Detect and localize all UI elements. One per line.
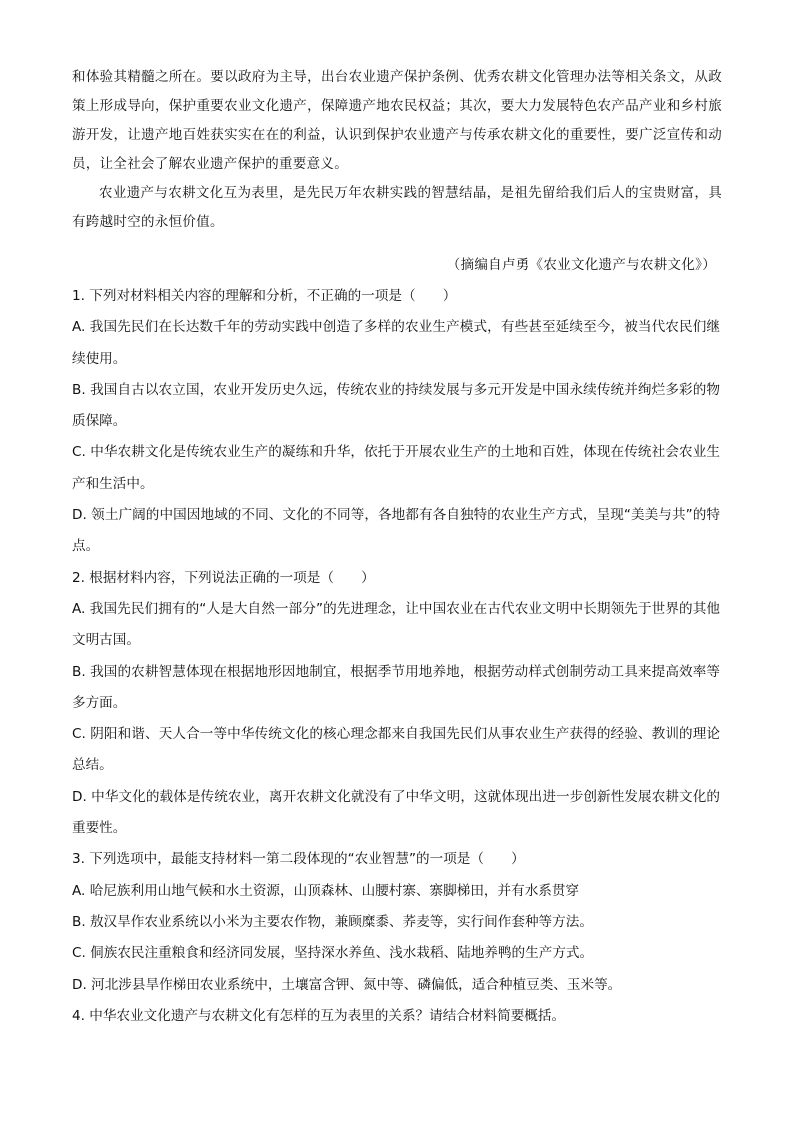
option-c: C. 侗族农民注重粮食和经济同发展，坚持深水养鱼、浅水栽稻、陆地养鸭的生产方式。: [72, 945, 594, 962]
question-stem: 2. 根据材料内容，下列说法正确的一项是（ ）: [72, 569, 375, 586]
question-1: [72, 281, 720, 563]
option-a: A. 我国先民们拥有的“人是大自然一部分”的先进理念，让中国农业在古代农业文明中长期领先于世界的其他文明古国。: [72, 600, 720, 649]
reading-passage: [72, 63, 722, 237]
option-d: D. 河北涉县旱作梯田农业系统中，土壤富含钾、氮中等、磷偏低，适合种植豆类、玉米等。: [72, 976, 622, 993]
question-stem: 3. 下列选项中，最能支持材料一第二段体现的“农业智慧”的一项是（ ）: [72, 851, 525, 868]
question-list: [72, 281, 720, 1032]
question-3: [72, 844, 720, 1000]
passage-source: （摘编自卢勇《农业文化遗产与农耕文化》）: [446, 257, 716, 273]
passage-paragraph: 农业遗产与农耕文化互为表里，是先民万年农耕实践的智慧结晶，是祖先留给我们后人的宝贵财富，具有跨越时空的永恒价值。: [72, 185, 722, 230]
option-a: A. 我国先民们在长达数千年的劳动实践中创造了多样的农业生产模式，有些甚至延续至今，被当代农民们继续使用。: [72, 319, 720, 367]
question-stem: 4. 中华农业文化遗产与农耕文化有怎样的互为表里的关系？请结合材料简要概括。: [72, 1007, 566, 1024]
question-stem: 1. 下列对材料相关内容的理解和分析，不正确的一项是（ ）: [72, 288, 457, 304]
option-c: C. 阴阳和谐、天人合一等中华传统文化的核心理念都来自我国先民们从事农业生产获得的经验、教训的理论总结。: [72, 726, 720, 774]
option-a: A. 哈尼族利用山地气候和水土资源，山顶森林、山腰村寨、寨脚梯田，并有水系贯穿: [72, 882, 580, 899]
option-b: B. 敖汉旱作农业系统以小米为主要农作物，兼顾糜黍、荞麦等，实行间作套种等方法。: [72, 913, 593, 930]
question-2: [72, 563, 720, 845]
option-b: B. 我国的农耕智慧体现在根据地形因地制宜，根据季节用地养地，根据劳动样式创制劳动工具来提高效率等多方面。: [72, 663, 720, 711]
passage-paragraph: 和体验其精髓之所在。要以政府为主导，出台农业遗产保护条例、优秀农耕文化管理办法等相关条文，从政策上形成导向，保护重要农业文化遗产，保障遗产地农民权益；其次，要大力发展特色农产品产业和乡村旅游开发，让遗产地百姓获实实在在的利益，认识到保护农业遗产与传承农耕文化的重要性，要广泛宣传和动员，让全社会了解农业遗产保护的重要意义。: [72, 69, 722, 172]
question-4: [72, 1001, 720, 1032]
option-c: C. 中华农耕文化是传统农业生产的凝练和升华，依托于开展农业生产的土地和百姓，体现在传统社会农业生产和生活中。: [72, 444, 720, 492]
option-b: B. 我国自古以农立国，农业开发历史久远，传统农业的持续发展与多元开发是中国永续传统并绚烂多彩的物质保障。: [72, 381, 720, 430]
option-d: D. 领土广阔的中国因地域的不同、文化的不同等，各地都有各自独特的农业生产方式，呈现“美美与共”的特点。: [72, 507, 720, 555]
option-d: D. 中华文化的载体是传统农业，离开农耕文化就没有了中华文明，这就体现出进一步创新性发展农耕文化的重要性。: [72, 788, 720, 837]
